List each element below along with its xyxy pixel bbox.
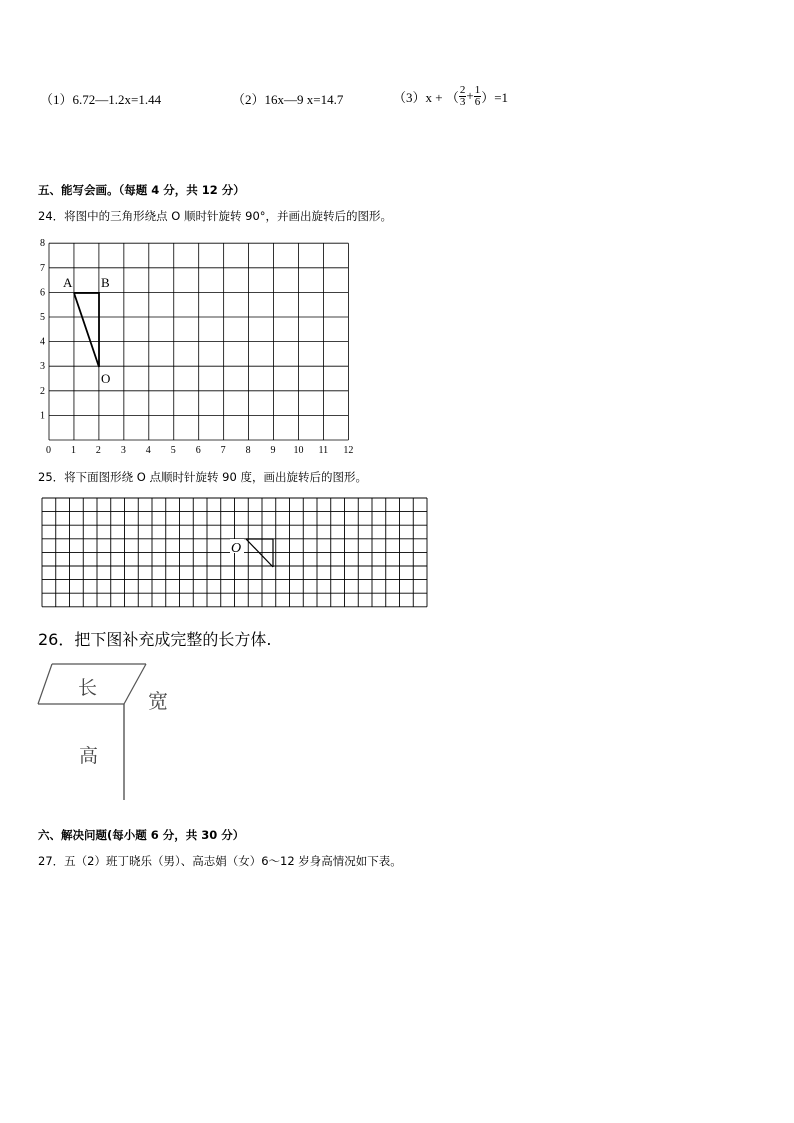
height-label: 高 — [79, 745, 99, 767]
x-tick-label: 8 — [245, 445, 251, 456]
question-27-text: 27．五（2）班丁晓乐（男）、高志娟（女）6～12 岁身高情况如下表。 — [38, 854, 402, 868]
x-tick-label: 9 — [270, 445, 276, 456]
x-tick-label: 1 — [70, 445, 76, 456]
y-tick-label: 2 — [40, 385, 45, 397]
fraction-numerator: 2 — [459, 83, 466, 96]
section-5-title: 五、能写会画。（每题 4 分，共 12 分） — [38, 183, 245, 197]
x-tick-label: 10 — [293, 445, 304, 456]
x-tick-label: 5 — [170, 445, 176, 456]
x-tick-label: 11 — [318, 445, 329, 456]
question-26-text: 26．把下图补充成完整的长方体. — [38, 630, 272, 649]
length-label: 长 — [78, 677, 98, 699]
x-tick-label: 12 — [343, 445, 354, 456]
triangle-ABO — [74, 293, 99, 367]
x-tick-label: 0 — [46, 445, 51, 456]
point-b-label: B — [101, 275, 110, 290]
y-tick-label: 8 — [40, 238, 45, 250]
q24-y-ticks — [40, 238, 45, 421]
x-tick-label: 2 — [95, 445, 101, 456]
q24-grid-lines — [49, 243, 348, 440]
equation-2: （2）16x—9 x=14.7 — [232, 92, 344, 107]
point-o-label: O — [101, 371, 111, 386]
fraction-1-6 — [474, 85, 482, 108]
section-6-title: 六、解决问题(每小题 6 分，共 30 分） — [38, 828, 245, 842]
equation-1: （1）6.72—1.2x=1.44 — [40, 92, 162, 107]
fraction-denominator: 3 — [459, 95, 466, 108]
y-tick-label: 1 — [40, 410, 45, 422]
y-tick-label: 4 — [40, 336, 45, 348]
question-24-text: 24．将图中的三角形绕点 O 顺时针旋转 90°，并画出旋转后的图形。 — [38, 209, 393, 223]
width-label: 宽 — [148, 689, 168, 713]
shape-diagonal — [246, 539, 273, 567]
q24-grid-figure — [34, 238, 360, 456]
top-left-edge — [38, 664, 52, 704]
x-tick-label: 3 — [120, 445, 126, 456]
y-tick-label: 6 — [40, 287, 45, 299]
cuboid-partial-figure — [36, 658, 236, 808]
y-tick-label: 5 — [40, 312, 45, 323]
plus-sign: + — [466, 88, 474, 103]
q25-shape — [246, 539, 273, 567]
x-tick-label: 4 — [145, 445, 151, 456]
y-tick-label: 7 — [40, 262, 45, 274]
equation-3-suffix: ）=1 — [481, 89, 509, 105]
y-tick-label: 3 — [40, 361, 45, 373]
top-right-edge — [124, 664, 146, 704]
question-25-text: 25．将下面图形绕 O 点顺时针旋转 90 度，画出旋转后的图形。 — [38, 470, 367, 484]
fraction-numerator: 1 — [474, 83, 481, 96]
fraction-denominator: 6 — [474, 95, 481, 108]
point-o-label: O — [231, 541, 242, 556]
equation-3 — [393, 80, 508, 112]
point-a-label: A — [63, 275, 73, 290]
q25-grid-figure — [40, 496, 436, 612]
fraction-2-3 — [459, 85, 467, 108]
equation-3-prefix: （3）x + （ — [393, 89, 459, 105]
q24-x-ticks — [46, 445, 353, 456]
x-tick-label: 7 — [220, 445, 226, 456]
x-tick-label: 6 — [195, 445, 201, 456]
